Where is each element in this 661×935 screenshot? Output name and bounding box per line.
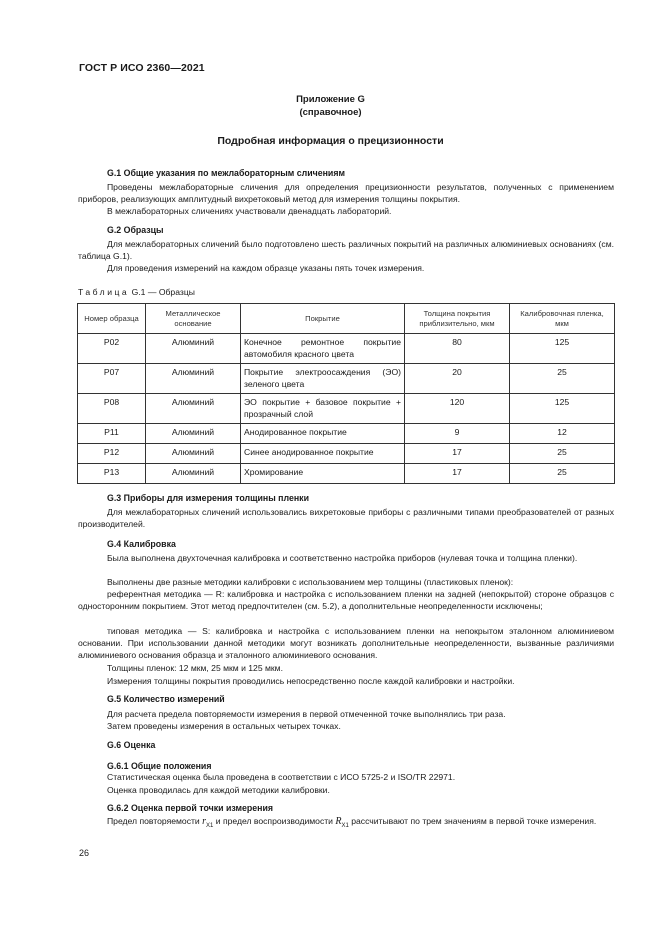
table-cell: P02 <box>78 334 146 364</box>
table-cell: P12 <box>78 444 146 464</box>
paragraph <box>78 784 614 796</box>
table-cell: Хромирование <box>241 464 405 484</box>
paragraph-text: Для проведения измерений на каждом образце указаны пять точек измерения. <box>107 263 425 273</box>
paragraph-text: рассчитывают по трем значениям в первой точке измерения. <box>351 816 597 826</box>
table-cell: 125 <box>510 334 615 364</box>
page-number: 26 <box>79 848 90 858</box>
symbol-subscript: X1 <box>206 823 214 829</box>
table-cell: Анодированное покрытие <box>241 424 405 444</box>
table-cell: P08 <box>78 394 146 424</box>
paragraph-text: Для межлабораторных сличений было подготовлено шесть различных покрытий на различных алюминиевых основаниях (см. таблица G.1). <box>78 239 614 262</box>
paragraph <box>78 815 614 832</box>
section-heading-g4: G.4 Калибровка <box>107 539 176 549</box>
table-cell: Алюминий <box>146 334 241 364</box>
table-row <box>78 394 615 424</box>
table-cell: 25 <box>510 464 615 484</box>
document-header: ГОСТ Р ИСО 2360—2021 <box>79 62 205 74</box>
paragraph-text: Статистическая оценка была проведена в соответствии с ИСО 5725-2 и ISO/TR 22971. <box>107 772 456 782</box>
paragraph-text: референтная методика — R: калибровка и настройка с использованием пленки на задней (непокрытой) стороне образцов с односторонним покрытием. Этот метод предпочтителен (см. 5.2), а дополнительные неопределенности исключены; <box>78 589 614 612</box>
table-cell: 120 <box>405 394 510 424</box>
paragraph <box>78 675 614 687</box>
paragraph-text: Проведены межлабораторные сличения для определения прецизионности результатов, полученных с применением приборов, реализующих амплитудный вихретоковый метод для измерения толщины покрытия. <box>78 182 614 205</box>
table-caption-text: G.1 — Образцы <box>131 287 195 297</box>
subsection-heading-g62: G.6.2 Оценка первой точки измерения <box>107 803 274 813</box>
table-row <box>78 464 615 484</box>
table-cell: Покрытие электроосаждения (ЭО) зеленого цвета <box>241 364 405 394</box>
paragraph <box>78 238 614 262</box>
subsection-heading-g61: G.6.1 Общие положения <box>107 761 212 771</box>
paragraph-text: Оценка проводилась для каждой методики калибровки. <box>107 785 330 795</box>
appendix-title: Приложение G <box>296 94 365 105</box>
paragraph-text: Затем проведены измерения в остальных четырех точках. <box>107 721 341 731</box>
table-cell: P11 <box>78 424 146 444</box>
table-cell: P07 <box>78 364 146 394</box>
table-row <box>78 334 615 364</box>
paragraph <box>78 506 614 530</box>
paragraph-text: Выполнены две разные методики калибровки с использованием мер толщины (пластиковых пленок): <box>107 577 514 587</box>
table-cell: Синее анодированное покрытие <box>241 444 405 464</box>
paragraph-text: и предел воспроизводимости <box>215 816 333 826</box>
section-heading-g6: G.6 Оценка <box>107 740 156 750</box>
table-cell: 80 <box>405 334 510 364</box>
main-title: Подробная информация о прецизионности <box>217 135 444 147</box>
paragraph <box>78 662 614 674</box>
paragraph-text: Предел повторяемости <box>107 816 200 826</box>
paragraph <box>78 708 614 720</box>
table-cell: 20 <box>405 364 510 394</box>
table-cell: Алюминий <box>146 444 241 464</box>
table-cell: 17 <box>405 464 510 484</box>
column-header: Толщина покрытия приблизительно, мкм <box>405 304 510 334</box>
section-heading-g2: G.2 Образцы <box>107 225 164 235</box>
table-cell: 25 <box>510 444 615 464</box>
table-cell: Алюминий <box>146 424 241 444</box>
paragraph <box>78 771 614 783</box>
table-cell: 17 <box>405 444 510 464</box>
table-caption <box>78 287 195 297</box>
table-cell: 125 <box>510 394 615 424</box>
table-caption-prefix: Таблица <box>78 287 130 297</box>
symbol-subscript: X1 <box>341 823 349 829</box>
table-header-row <box>78 304 615 334</box>
paragraph-text: типовая методика — S: калибровка и настройка с использованием пленки на непокрытом эталонном алюминиевом основании. При использовании данной методики могут возникать дополнительные неопределенности, вызванные различиями алюминиевого основания образца и эталонного алюминиевого основания. <box>78 626 614 661</box>
paragraph <box>78 262 614 274</box>
column-header: Номер образца <box>78 304 146 334</box>
table-cell: P13 <box>78 464 146 484</box>
symbol-R: R <box>335 816 342 827</box>
section-heading-g3: G.3 Приборы для измерения толщины пленки <box>107 493 309 503</box>
table-cell: Конечное ремонтное покрытие автомобиля красного цвета <box>241 334 405 364</box>
paragraph <box>78 181 614 205</box>
table-cell: 12 <box>510 424 615 444</box>
paragraph <box>78 720 614 732</box>
table-row <box>78 444 615 464</box>
paragraph-text: Для расчета предела повторяемости измерения в первой отмеченной точке выполнялись три раза. <box>107 709 506 719</box>
table-row <box>78 424 615 444</box>
table-row <box>78 364 615 394</box>
section-heading-g1: G.1 Общие указания по межлабораторным сличениям <box>107 168 345 178</box>
appendix-subtitle: (справочное) <box>299 107 362 118</box>
paragraph <box>78 552 614 564</box>
paragraph-text: Измерения толщины покрытия проводились непосредственно после каждой калибровки и настройки. <box>107 676 515 686</box>
table-cell: 9 <box>405 424 510 444</box>
paragraph-text: Для межлабораторных сличений использовались вихретоковые приборы с различными типами преобразователей от разных производителей. <box>78 507 614 530</box>
paragraph <box>78 625 614 662</box>
samples-table <box>77 303 615 484</box>
table-cell: Алюминий <box>146 464 241 484</box>
paragraph <box>78 588 614 612</box>
table-cell: ЭО покрытие + базовое покрытие + прозрачный слой <box>241 394 405 424</box>
paragraph-text: Была выполнена двухточечная калибровка и соответственно настройка приборов (нулевая точка и толщина пленки). <box>107 553 578 563</box>
paragraph-text: В межлабораторных сличениях участвовали двенадцать лабораторий. <box>107 206 392 216</box>
paragraph-text: Толщины пленок: 12 мкм, 25 мкм и 125 мкм. <box>107 663 283 673</box>
paragraph <box>78 576 614 588</box>
column-header: Калибровочная пленка, мкм <box>510 304 615 334</box>
column-header: Покрытие <box>241 304 405 334</box>
table-cell: Алюминий <box>146 394 241 424</box>
table-cell: 25 <box>510 364 615 394</box>
section-heading-g5: G.5 Количество измерений <box>107 694 225 704</box>
paragraph <box>78 205 614 217</box>
table-cell: Алюминий <box>146 364 241 394</box>
column-header: Металлическое основание <box>146 304 241 334</box>
symbol-r: r <box>202 816 207 827</box>
